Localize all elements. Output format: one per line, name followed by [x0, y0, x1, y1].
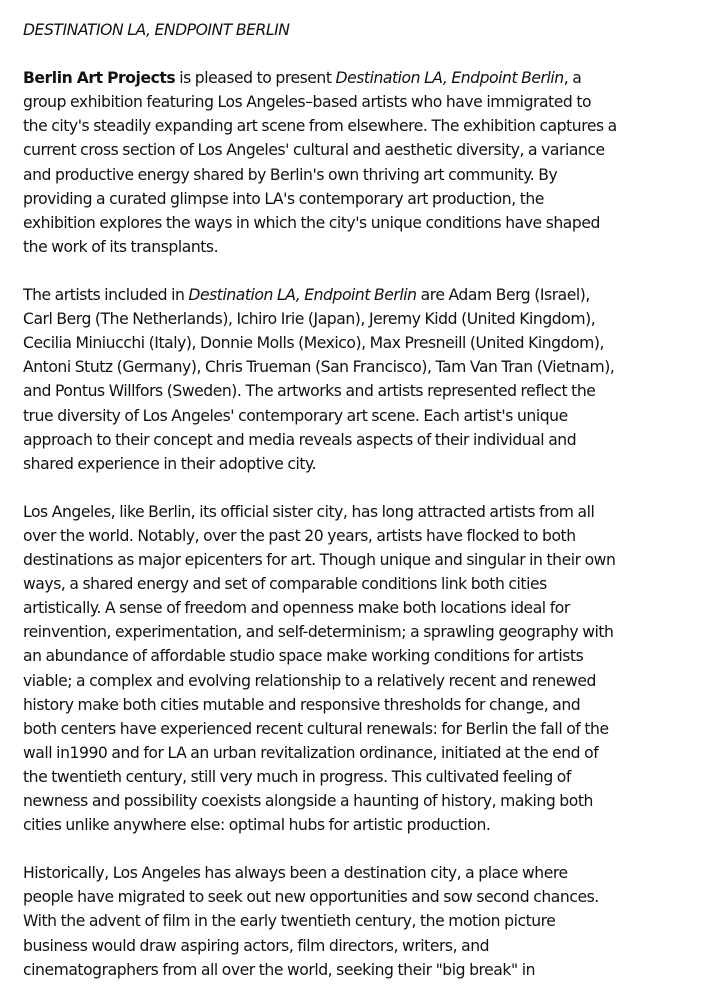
text-line	[23, 765, 705, 789]
document-title: DESTINATION LA, ENDPOINT BERLIN	[23, 21, 290, 39]
text-run: business would draw aspiring actors, film directors, writers, and	[23, 936, 490, 955]
text-run: cinematographers from all over the world, seeking their "big break" in	[23, 960, 536, 979]
text-run: viable; a complex and evolving relationship to a relatively recent and renewed	[23, 671, 596, 690]
text-line	[23, 452, 705, 476]
text-line	[23, 813, 705, 837]
text-run: , a	[563, 69, 582, 88]
text-run: are Adam Berg (Israel),	[416, 286, 590, 305]
text-run: Carl Berg (The Netherlands), Ichiro Irie (Japan), Jeremy Kidd (United Kingdom),	[23, 310, 596, 329]
text-line	[23, 114, 705, 138]
text-run: shared experience in their adoptive city.	[23, 454, 317, 473]
text-line	[23, 861, 705, 885]
italic-text: Destination LA, Endpoint Berlin	[188, 286, 417, 305]
text-line	[23, 958, 705, 982]
paragraph-4	[23, 861, 705, 981]
text-line	[23, 283, 705, 307]
text-line	[23, 187, 705, 211]
text-run: and Pontus Willfors (Sweden). The artworks and artists represented reflect the	[23, 382, 596, 401]
text-line	[23, 90, 705, 114]
text-line	[23, 789, 705, 813]
text-run: the work of its transplants.	[23, 237, 219, 256]
text-line	[23, 548, 705, 572]
text-line	[23, 307, 705, 331]
document-page	[23, 18, 705, 1006]
text-line	[23, 693, 705, 717]
text-line	[23, 524, 705, 548]
text-run: the city's steadily expanding art scene from elsewhere. The exhibition captures a	[23, 117, 617, 136]
text-line	[23, 379, 705, 403]
document-body	[23, 66, 705, 982]
text-run: and productive energy shared by Berlin's own thriving art community. By	[23, 165, 558, 184]
text-line	[23, 331, 705, 355]
text-line	[23, 620, 705, 644]
text-run: providing a curated glimpse into LA's contemporary art production, the	[23, 189, 544, 208]
text-run: reinvention, experimentation, and self-determinism; a sprawling geography with	[23, 623, 614, 642]
text-line	[23, 211, 705, 235]
text-line	[23, 428, 705, 452]
text-run: an abundance of affordable studio space make working conditions for artists	[23, 647, 584, 666]
paragraph-2	[23, 283, 705, 476]
text-run: group exhibition featuring Los Angeles–based artists who have immigrated to	[23, 93, 592, 112]
text-line	[23, 717, 705, 741]
text-run: artistically. A sense of freedom and openness make both locations ideal for	[23, 599, 570, 618]
text-run: Cecilia Miniucchi (Italy), Donnie Molls (Mexico), Max Presneill (United Kingdom),	[23, 334, 605, 353]
text-run: true diversity of Los Angeles' contemporary art scene. Each artist's unique	[23, 406, 568, 425]
text-line	[23, 934, 705, 958]
italic-text: Destination LA, Endpoint Berlin	[335, 69, 564, 88]
text-line	[23, 66, 705, 90]
text-run: wall in1990 and for LA an urban revitalization ordinance, initiated at the end of	[23, 743, 599, 762]
text-run: current cross section of Los Angeles' cultural and aesthetic diversity, a variance	[23, 141, 605, 160]
text-line	[23, 163, 705, 187]
text-line	[23, 500, 705, 524]
text-run: With the advent of film in the early twentieth century, the motion picture	[23, 912, 556, 931]
text-line	[23, 138, 705, 162]
text-run: people have migrated to seek out new opportunities and sow second chances.	[23, 888, 599, 907]
text-run: over the world. Notably, over the past 20 years, artists have flocked to both	[23, 526, 576, 545]
bold-text: Berlin Art Projects	[23, 69, 176, 88]
text-run: exhibition explores the ways in which the city's unique conditions have shaped	[23, 213, 600, 232]
text-line	[23, 885, 705, 909]
paragraph-1	[23, 66, 705, 259]
text-run: history make both cities mutable and responsive thresholds for change, and	[23, 695, 581, 714]
text-run: destinations as major epicenters for art. Though unique and singular in their own	[23, 551, 616, 570]
text-run: Los Angeles, like Berlin, its official sister city, has long attracted artists from all	[23, 502, 595, 521]
text-run: Historically, Los Angeles has always been a destination city, a place where	[23, 864, 568, 883]
text-run: ways, a shared energy and set of comparable conditions link both cities	[23, 575, 547, 594]
text-run: approach to their concept and media reveals aspects of their individual and	[23, 430, 577, 449]
text-run: newness and possibility coexists alongside a haunting of history, making both	[23, 792, 593, 810]
text-line	[23, 909, 705, 933]
text-run: both centers have experienced recent cultural renewals: for Berlin the fall of the	[23, 719, 609, 738]
text-line	[23, 235, 705, 259]
text-line	[23, 596, 705, 620]
text-run: Antoni Stutz (Germany), Chris Trueman (San Francisco), Tam Van Tran (Vietnam),	[23, 358, 615, 377]
text-line	[23, 404, 705, 428]
text-run: The artists included in	[23, 286, 189, 305]
text-line	[23, 644, 705, 668]
text-line	[23, 741, 705, 765]
text-run: the twentieth century, still very much in progress. This cultivated feeling of	[23, 767, 571, 786]
text-line	[23, 669, 705, 693]
text-line	[23, 355, 705, 379]
paragraph-3	[23, 500, 705, 837]
text-line	[23, 572, 705, 596]
text-run: cities unlike anywhere else: optimal hubs for artistic production.	[23, 816, 491, 835]
text-run: is pleased to present	[175, 69, 336, 88]
